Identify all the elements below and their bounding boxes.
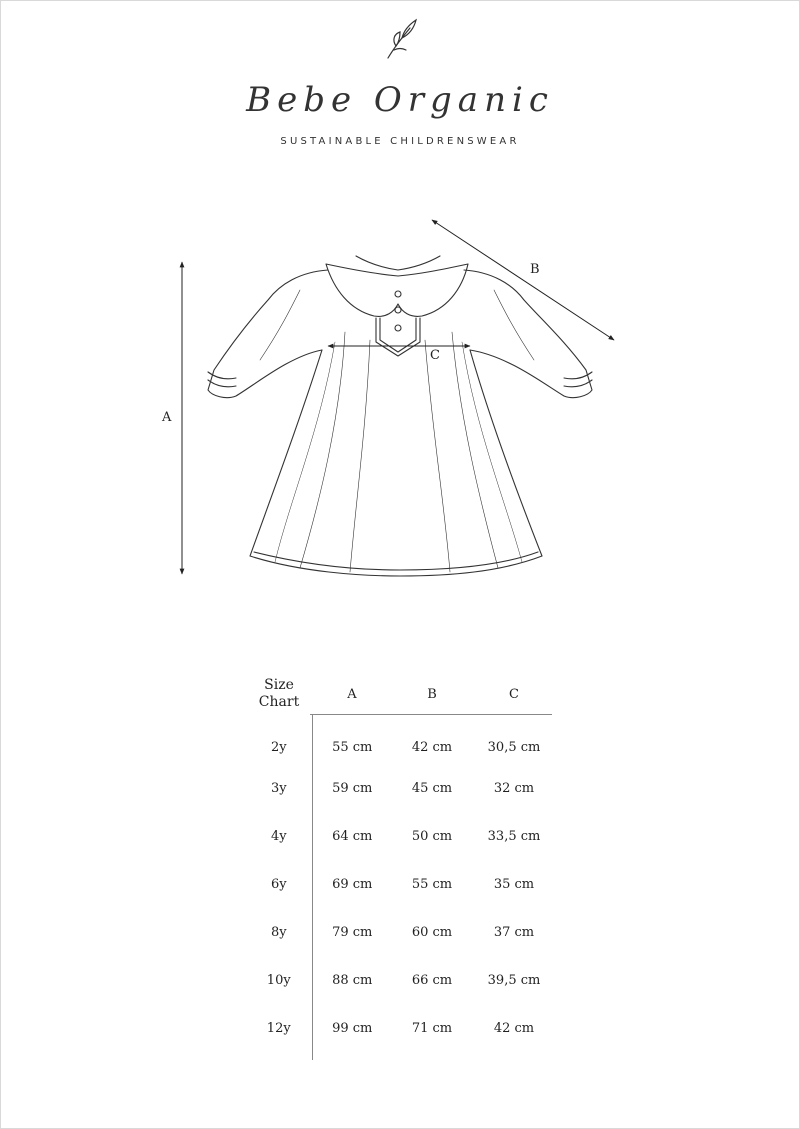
table-row [246,1004,556,1060]
brand-tagline: SUSTAINABLE CHILDRENSWEAR [280,136,520,147]
row-size: 3y [246,764,312,812]
cell-c: 32 cm [493,780,535,796]
cell-b: 55 cm [411,876,453,892]
cell-a: 88 cm [332,972,373,988]
cell-a: 59 cm [332,780,373,796]
cell-b: 42 cm [411,739,453,755]
row-size: 4y [246,812,312,860]
cell-b: 45 cm [411,780,453,796]
table-row [246,714,556,764]
dimension-c-label: C [430,348,440,363]
dress-body-outline [250,350,542,576]
column-header-a: A [347,686,357,702]
cell-c: 37 cm [493,924,535,940]
cell-c: 33,5 cm [487,828,541,844]
row-size: 8y [246,908,312,956]
cell-a: 55 cm [332,739,373,755]
table-row [246,812,556,860]
cell-c: 30,5 cm [487,739,541,755]
column-header-b: B [427,686,437,702]
corner-line-2: Chart [258,694,300,710]
table-row [246,908,556,956]
dimension-b-line [432,220,614,340]
dress-technical-drawing [0,200,800,600]
table-row [246,764,556,812]
row-size: 6y [246,860,312,908]
dimension-b-label: B [530,262,540,277]
column-header-c: C [509,686,519,702]
cell-a: 79 cm [332,924,373,940]
cell-a: 99 cm [332,1020,373,1036]
row-size: 12y [246,1004,312,1060]
button-placket [376,318,420,356]
cell-a: 69 cm [332,876,373,892]
corner-line-1: Size [264,677,294,693]
cell-c: 39,5 cm [487,972,541,988]
table-row [246,860,556,908]
row-size: 2y [246,714,312,764]
cell-b: 50 cm [411,828,453,844]
peter-pan-collar [326,264,468,316]
table-header-rule [310,714,552,715]
leaf-sprig-icon [380,14,420,64]
size-chart-header-row [246,674,556,714]
brand-name: Bebe Organic [246,80,554,120]
row-size: 10y [246,956,312,1004]
cell-c: 35 cm [493,876,535,892]
cell-a: 64 cm [332,828,373,844]
cell-b: 71 cm [411,1020,453,1036]
size-chart-table [246,674,556,1060]
size-chart-corner [246,674,312,714]
table-row [246,956,556,1004]
cell-b: 66 cm [411,972,453,988]
dimension-a-label: A [162,410,172,425]
cell-c: 42 cm [493,1020,535,1036]
cell-b: 60 cm [411,924,453,940]
